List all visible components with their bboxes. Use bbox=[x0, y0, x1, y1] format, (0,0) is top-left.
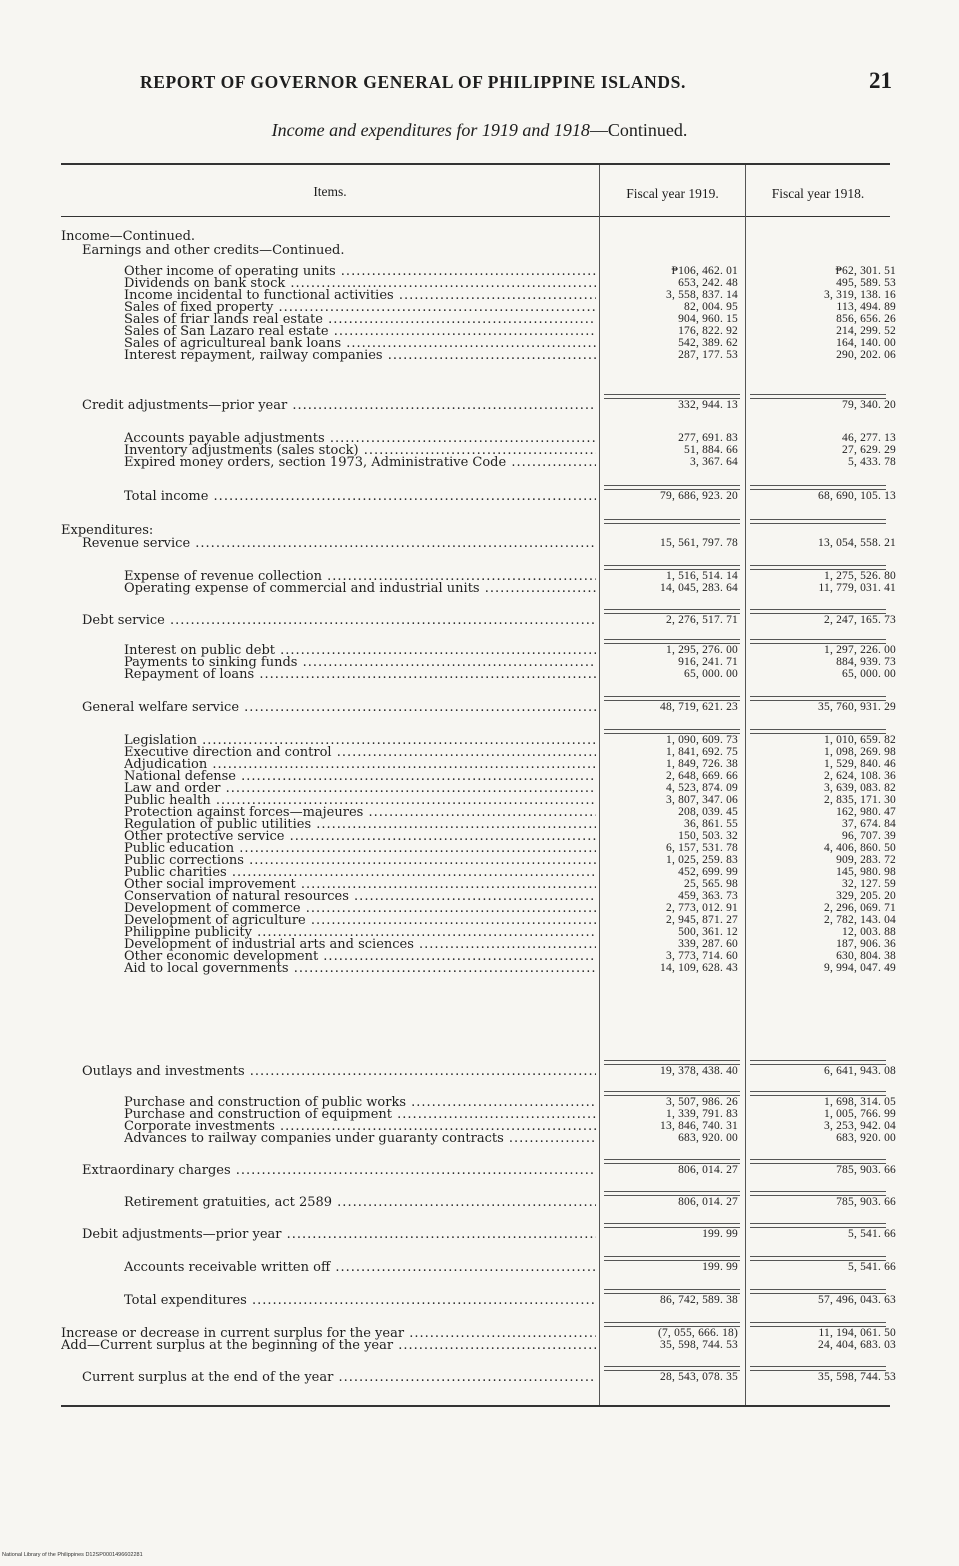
column-header-items: Items. bbox=[313, 184, 347, 199]
value-fy1918: 11, 779, 031. 41 bbox=[818, 582, 896, 594]
row-label: Interest repayment, railway companies ..... bbox=[124, 349, 596, 362]
row-label: Debt service ..... bbox=[82, 614, 596, 627]
table-row bbox=[0, 1261, 959, 1274]
row-label: Outlays and investments ..... bbox=[82, 1065, 596, 1078]
value-fy1918: 214, 299. 52 bbox=[836, 325, 896, 337]
value-fy1919: 19, 378, 438. 40 bbox=[660, 1065, 738, 1077]
row-label: Sales of agricultureal bank loans ..... bbox=[124, 337, 596, 350]
value-fy1918: 24, 404, 683. 03 bbox=[818, 1339, 896, 1351]
subtotal-rule bbox=[750, 1191, 886, 1192]
table-row bbox=[0, 668, 959, 681]
subtotal-rule bbox=[604, 1366, 740, 1367]
value-fy1919: 1, 841, 692. 75 bbox=[666, 746, 738, 758]
value-fy1919: 459, 363. 73 bbox=[678, 890, 738, 902]
value-fy1918: 79, 340. 20 bbox=[842, 399, 896, 411]
subtotal-rule bbox=[750, 1091, 886, 1092]
table-row bbox=[0, 582, 959, 595]
row-label: Other income of operating units ..... bbox=[124, 265, 596, 278]
value-fy1918: 2, 296, 069. 71 bbox=[824, 902, 896, 914]
table-row bbox=[0, 456, 959, 469]
value-fy1918: 1, 698, 314. 05 bbox=[824, 1096, 896, 1108]
row-label: Income—Continued. bbox=[61, 230, 196, 243]
value-fy1919: 1, 516, 514. 14 bbox=[666, 570, 738, 582]
value-fy1918: 5, 541. 66 bbox=[848, 1228, 896, 1240]
value-fy1918: 27, 629. 29 bbox=[842, 444, 896, 456]
subtotal-rule bbox=[750, 485, 886, 486]
table-row bbox=[0, 614, 959, 627]
column-header-fy1918: Fiscal year 1918. bbox=[771, 186, 865, 201]
value-fy1919: 500, 361. 12 bbox=[678, 926, 738, 938]
table-row bbox=[0, 701, 959, 714]
value-fy1918: 5, 541. 66 bbox=[848, 1261, 896, 1273]
value-fy1918: 3, 253, 942. 04 bbox=[824, 1120, 896, 1132]
row-label: Sales of friar lands real estate ..... bbox=[124, 313, 596, 326]
value-fy1919: 452, 699. 99 bbox=[678, 866, 738, 878]
subtotal-rule bbox=[604, 613, 740, 614]
subtotal-rule bbox=[604, 1159, 740, 1160]
subtotal-rule bbox=[750, 489, 886, 490]
subtotal-rule bbox=[604, 733, 740, 734]
row-label: Payments to sinking funds ..... bbox=[124, 656, 596, 669]
value-fy1919: 1, 090, 609. 73 bbox=[666, 734, 738, 746]
value-fy1918: ₱62, 301. 51 bbox=[835, 265, 896, 277]
subtotal-rule bbox=[750, 1227, 886, 1228]
row-label: Increase or decrease in current surplus for the year ..... bbox=[61, 1327, 596, 1340]
row-label: Operating expense of commercial and industrial units ..... bbox=[124, 582, 596, 595]
subtotal-rule bbox=[750, 519, 886, 520]
row-label: Purchase and construction of public works ..... bbox=[124, 1096, 596, 1109]
row-label: Aid to local governments ..... bbox=[124, 962, 596, 975]
value-fy1918: 1, 275, 526. 80 bbox=[824, 570, 896, 582]
subtotal-rule bbox=[604, 696, 740, 697]
subtotal-rule bbox=[604, 1322, 740, 1323]
row-label: Expense of revenue collection ..... bbox=[124, 570, 596, 583]
value-fy1918: 13, 054, 558. 21 bbox=[818, 537, 896, 549]
value-fy1918: 2, 782, 143. 04 bbox=[824, 914, 896, 926]
table-row bbox=[0, 1196, 959, 1209]
value-fy1918: 290, 202. 06 bbox=[836, 349, 896, 361]
row-label: Debit adjustments—prior year ..... bbox=[82, 1228, 596, 1241]
value-fy1919: ₱106, 462. 01 bbox=[671, 265, 738, 277]
subtotal-rule bbox=[604, 1256, 740, 1257]
subtotal-rule bbox=[750, 1289, 886, 1290]
subtotal-rule bbox=[750, 1163, 886, 1164]
value-fy1919: 653, 242. 48 bbox=[678, 277, 738, 289]
value-fy1918: 9, 994, 047. 49 bbox=[824, 962, 896, 974]
row-label: Revenue service ..... bbox=[82, 537, 596, 550]
subtotal-rule bbox=[750, 1322, 886, 1323]
value-fy1919: 176, 822. 92 bbox=[678, 325, 738, 337]
page-number: 21 bbox=[869, 68, 892, 93]
value-fy1919: 82, 004. 95 bbox=[684, 301, 738, 313]
value-fy1918: 2, 247, 165. 73 bbox=[824, 614, 896, 626]
table-row bbox=[0, 230, 959, 243]
row-label: Public corrections ..... bbox=[124, 854, 596, 867]
value-fy1919: 15, 561, 797. 78 bbox=[660, 537, 738, 549]
value-fy1919: 806, 014. 27 bbox=[678, 1164, 738, 1176]
row-label: Add—Current surplus at the beginning of the year ..... bbox=[61, 1339, 596, 1352]
value-fy1918: 68, 690, 105. 13 bbox=[818, 490, 896, 502]
value-fy1919: 916, 241. 71 bbox=[678, 656, 738, 668]
value-fy1918: 3, 639, 083. 82 bbox=[824, 782, 896, 794]
table-row bbox=[0, 537, 959, 550]
row-label: Expenditures: bbox=[61, 524, 154, 537]
subtotal-rule bbox=[750, 1095, 886, 1096]
subtotal-rule bbox=[604, 1191, 740, 1192]
value-fy1919: 4, 523, 874. 09 bbox=[666, 782, 738, 794]
subtotal-rule bbox=[750, 609, 886, 610]
subtotal-rule bbox=[750, 1223, 886, 1224]
value-fy1918: 37, 674. 84 bbox=[842, 818, 896, 830]
value-fy1918: 1, 297, 226. 00 bbox=[824, 644, 896, 656]
value-fy1919: 51, 884. 66 bbox=[684, 444, 738, 456]
value-fy1919: 287, 177. 53 bbox=[678, 349, 738, 361]
table-row bbox=[0, 399, 959, 412]
subtotal-rule bbox=[604, 729, 740, 730]
value-fy1919: 48, 719, 621. 23 bbox=[660, 701, 738, 713]
subtotal-rule bbox=[750, 733, 886, 734]
row-label: Corporate investments ..... bbox=[124, 1120, 596, 1133]
value-fy1919: 339, 287. 60 bbox=[678, 938, 738, 950]
value-fy1919: 806, 014. 27 bbox=[678, 1196, 738, 1208]
row-label: Protection against forces—majeures ..... bbox=[124, 806, 596, 819]
value-fy1918: 1, 098, 269. 98 bbox=[824, 746, 896, 758]
header-title: REPORT OF GOVERNOR GENERAL OF PHILIPPINE ISLANDS. bbox=[140, 72, 686, 92]
subtotal-rule bbox=[750, 1064, 886, 1065]
value-fy1918: 4, 406, 860. 50 bbox=[824, 842, 896, 854]
subtotal-rule bbox=[750, 1195, 886, 1196]
subtotal-rule bbox=[750, 1159, 886, 1160]
subtotal-rule bbox=[604, 569, 740, 570]
value-fy1919: 35, 598, 744. 53 bbox=[660, 1339, 738, 1351]
row-label: Accounts payable adjustments ..... bbox=[124, 432, 596, 445]
row-label: Public charities ..... bbox=[124, 866, 596, 879]
footer-note: National Library of the Philippines D12SP0001496602281 bbox=[2, 1552, 143, 1558]
value-fy1919: 86, 742, 589. 38 bbox=[660, 1294, 738, 1306]
subtotal-rule bbox=[604, 1289, 740, 1290]
subtotal-rule bbox=[750, 398, 886, 399]
row-label: Development of industrial arts and sciences ..... bbox=[124, 938, 596, 951]
row-label: Law and order ..... bbox=[124, 782, 596, 795]
subtotal-rule bbox=[750, 523, 886, 524]
subtotal-rule bbox=[604, 643, 740, 644]
table-row bbox=[0, 1339, 959, 1352]
table-row bbox=[0, 962, 959, 975]
subtotal-rule bbox=[604, 1064, 740, 1065]
value-fy1918: 495, 589. 53 bbox=[836, 277, 896, 289]
value-fy1919: 3, 558, 837. 14 bbox=[666, 289, 738, 301]
table-row bbox=[0, 524, 959, 537]
subtotal-rule bbox=[604, 639, 740, 640]
value-fy1919: 1, 849, 726. 38 bbox=[666, 758, 738, 770]
value-fy1919: 2, 773, 012. 91 bbox=[666, 902, 738, 914]
subtotal-rule bbox=[604, 1227, 740, 1228]
subtotal-rule bbox=[750, 1370, 886, 1371]
subtotal-rule bbox=[604, 565, 740, 566]
subtotal-rule bbox=[750, 565, 886, 566]
subtotal-rule bbox=[750, 729, 886, 730]
subtotal-rule bbox=[750, 696, 886, 697]
value-fy1919: 683, 920. 00 bbox=[678, 1132, 738, 1144]
table-row bbox=[0, 1371, 959, 1384]
subtotal-rule bbox=[604, 1060, 740, 1061]
subtotal-rule bbox=[604, 1370, 740, 1371]
value-fy1919: 28, 543, 078. 35 bbox=[660, 1371, 738, 1383]
value-fy1919: 36, 861. 55 bbox=[684, 818, 738, 830]
subtotal-rule bbox=[750, 643, 886, 644]
value-fy1919: 25, 565. 98 bbox=[684, 878, 738, 890]
value-fy1918: 162, 980. 47 bbox=[836, 806, 896, 818]
subtotal-rule bbox=[750, 1060, 886, 1061]
value-fy1919: 542, 389. 62 bbox=[678, 337, 738, 349]
table-row bbox=[0, 1164, 959, 1177]
value-fy1918: 3, 319, 138. 16 bbox=[824, 289, 896, 301]
subtotal-rule bbox=[750, 1293, 886, 1294]
row-label: Executive direction and control ..... bbox=[124, 746, 596, 759]
value-fy1918: 113, 494. 89 bbox=[836, 301, 896, 313]
subtotal-rule bbox=[604, 1260, 740, 1261]
value-fy1919: 6, 157, 531. 78 bbox=[666, 842, 738, 854]
subtotal-rule bbox=[604, 489, 740, 490]
value-fy1919: 3, 507, 986. 26 bbox=[666, 1096, 738, 1108]
row-label: Income incidental to functional activities ..... bbox=[124, 289, 596, 302]
value-fy1918: 1, 005, 766. 99 bbox=[824, 1108, 896, 1120]
value-fy1918: 2, 835, 171. 30 bbox=[824, 794, 896, 806]
row-label: Adjudication ..... bbox=[124, 758, 596, 771]
value-fy1919: (7, 055, 666. 18) bbox=[657, 1327, 738, 1339]
column-header-fy1919: Fiscal year 1919. bbox=[626, 186, 719, 201]
subtotal-rule bbox=[604, 519, 740, 520]
subtotal-rule bbox=[604, 700, 740, 701]
value-fy1919: 199. 99 bbox=[702, 1261, 738, 1273]
subtotal-rule bbox=[604, 1326, 740, 1327]
subtotal-rule bbox=[604, 1195, 740, 1196]
table-row bbox=[0, 1132, 959, 1145]
value-fy1919: 904, 960. 15 bbox=[678, 313, 738, 325]
row-label: Repayment of loans ..... bbox=[124, 668, 596, 681]
value-fy1919: 2, 276, 517. 71 bbox=[666, 614, 738, 626]
row-label: Retirement gratuities, act 2589 ..... bbox=[124, 1196, 596, 1209]
table-row bbox=[0, 1228, 959, 1241]
row-label: Other social improvement ..... bbox=[124, 878, 596, 891]
value-fy1918: 187, 906. 36 bbox=[836, 938, 896, 950]
subtotal-rule bbox=[750, 1260, 886, 1261]
subtotal-rule bbox=[750, 1366, 886, 1367]
value-fy1918: 630, 804. 38 bbox=[836, 950, 896, 962]
value-fy1919: 13, 846, 740. 31 bbox=[660, 1120, 738, 1132]
value-fy1918: 145, 980. 98 bbox=[836, 866, 896, 878]
value-fy1918: 683, 920. 00 bbox=[836, 1132, 896, 1144]
row-label: Development of agriculture ..... bbox=[124, 914, 596, 927]
table-row bbox=[0, 349, 959, 362]
table-row bbox=[0, 490, 959, 503]
value-fy1919: 1, 295, 276. 00 bbox=[666, 644, 738, 656]
value-fy1918: 65, 000. 00 bbox=[842, 668, 896, 680]
value-fy1919: 332, 944. 13 bbox=[678, 399, 738, 411]
row-label: Earnings and other credits—Continued. bbox=[82, 244, 345, 257]
row-label: Regulation of public utilities ..... bbox=[124, 818, 596, 831]
value-fy1918: 96, 707. 39 bbox=[842, 830, 896, 842]
value-fy1918: 35, 760, 931. 29 bbox=[818, 701, 896, 713]
value-fy1919: 14, 109, 628. 43 bbox=[660, 962, 738, 974]
subtotal-rule bbox=[604, 1223, 740, 1224]
row-label: Credit adjustments—prior year ..... bbox=[82, 399, 596, 412]
value-fy1919: 2, 945, 871. 27 bbox=[666, 914, 738, 926]
subtotal-rule bbox=[604, 1163, 740, 1164]
value-fy1919: 277, 691. 83 bbox=[678, 432, 738, 444]
row-label: Inventory adjustments (sales stock) ..... bbox=[124, 444, 596, 457]
row-label: Other economic development ..... bbox=[124, 950, 596, 963]
subtotal-rule bbox=[750, 613, 886, 614]
table-row bbox=[0, 1294, 959, 1307]
value-fy1919: 208, 039. 45 bbox=[678, 806, 738, 818]
row-label: Interest on public debt ..... bbox=[124, 644, 596, 657]
row-label: National defense ..... bbox=[124, 770, 596, 783]
subtotal-rule bbox=[750, 569, 886, 570]
value-fy1919: 3, 807, 347. 06 bbox=[666, 794, 738, 806]
subtotal-rule bbox=[604, 398, 740, 399]
value-fy1918: 32, 127. 59 bbox=[842, 878, 896, 890]
row-label: Current surplus at the end of the year ..... bbox=[82, 1371, 596, 1384]
value-fy1919: 1, 339, 791. 83 bbox=[666, 1108, 738, 1120]
subtotal-rule bbox=[750, 639, 886, 640]
subtotal-rule bbox=[604, 523, 740, 524]
value-fy1918: 1, 010, 659. 82 bbox=[824, 734, 896, 746]
subtotal-rule bbox=[604, 1095, 740, 1096]
value-fy1918: 329, 205. 20 bbox=[836, 890, 896, 902]
subtotal-rule bbox=[604, 394, 740, 395]
value-fy1918: 5, 433. 78 bbox=[848, 456, 896, 468]
table-row bbox=[0, 1065, 959, 1078]
subtotal-rule bbox=[604, 1091, 740, 1092]
row-label: Accounts receivable written off ..... bbox=[124, 1261, 596, 1274]
row-label: Advances to railway companies under guaranty contracts ..... bbox=[124, 1132, 596, 1145]
value-fy1918: 11, 194, 061. 50 bbox=[818, 1327, 896, 1339]
value-fy1919: 65, 000. 00 bbox=[684, 668, 738, 680]
value-fy1918: 6, 641, 943. 08 bbox=[824, 1065, 896, 1077]
value-fy1918: 785, 903. 66 bbox=[836, 1196, 896, 1208]
value-fy1919: 79, 686, 923. 20 bbox=[660, 490, 738, 502]
subtotal-rule bbox=[604, 485, 740, 486]
subtotal-rule bbox=[750, 700, 886, 701]
value-fy1919: 3, 367. 64 bbox=[690, 456, 738, 468]
value-fy1918: 785, 903. 66 bbox=[836, 1164, 896, 1176]
row-label: Conservation of natural resources ..... bbox=[124, 890, 596, 903]
value-fy1919: 1, 025, 259. 83 bbox=[666, 854, 738, 866]
value-fy1918: 909, 283. 72 bbox=[836, 854, 896, 866]
subtotal-rule bbox=[750, 394, 886, 395]
row-label: Sales of San Lazaro real estate ..... bbox=[124, 325, 596, 338]
value-fy1919: 150, 503. 32 bbox=[678, 830, 738, 842]
row-label: Other protective service ..... bbox=[124, 830, 596, 843]
row-label: Purchase and construction of equipment ..... bbox=[124, 1108, 596, 1121]
subtotal-rule bbox=[604, 1293, 740, 1294]
row-label: Total income ..... bbox=[124, 490, 596, 503]
value-fy1918: 35, 598, 744. 53 bbox=[818, 1371, 896, 1383]
table-row bbox=[0, 244, 959, 257]
row-label: Public education ..... bbox=[124, 842, 596, 855]
value-fy1919: 14, 045, 283. 64 bbox=[660, 582, 738, 594]
value-fy1918: 1, 529, 840. 46 bbox=[824, 758, 896, 770]
row-label: General welfare service ..... bbox=[82, 701, 596, 714]
value-fy1919: 199. 99 bbox=[702, 1228, 738, 1240]
table-title-suffix: —Continued. bbox=[589, 120, 688, 140]
row-label: Total expenditures ..... bbox=[124, 1294, 596, 1307]
value-fy1918: 46, 277. 13 bbox=[842, 432, 896, 444]
row-label: Public health ..... bbox=[124, 794, 596, 807]
table-title-italic: Income and expenditures for 1919 and 1918 bbox=[271, 120, 590, 140]
row-label: Dividends on bank stock ..... bbox=[124, 277, 596, 290]
row-label: Legislation ..... bbox=[124, 734, 596, 747]
row-label: Sales of fixed property ..... bbox=[124, 301, 596, 314]
row-label: Philippine publicity ..... bbox=[124, 926, 596, 939]
value-fy1918: 164, 140. 00 bbox=[836, 337, 896, 349]
value-fy1918: 856, 656. 26 bbox=[836, 313, 896, 325]
value-fy1919: 2, 648, 669. 66 bbox=[666, 770, 738, 782]
value-fy1918: 57, 496, 043. 63 bbox=[818, 1294, 896, 1306]
value-fy1918: 884, 939. 73 bbox=[836, 656, 896, 668]
subtotal-rule bbox=[750, 1256, 886, 1257]
value-fy1918: 12, 003. 88 bbox=[842, 926, 896, 938]
value-fy1918: 2, 624, 108. 36 bbox=[824, 770, 896, 782]
row-label: Extraordinary charges ..... bbox=[82, 1164, 596, 1177]
subtotal-rule bbox=[604, 609, 740, 610]
row-label: Development of commerce ..... bbox=[124, 902, 596, 915]
value-fy1919: 3, 773, 714. 60 bbox=[666, 950, 738, 962]
row-label: Expired money orders, section 1973, Administrative Code ..... bbox=[124, 456, 596, 469]
subtotal-rule bbox=[750, 1326, 886, 1327]
